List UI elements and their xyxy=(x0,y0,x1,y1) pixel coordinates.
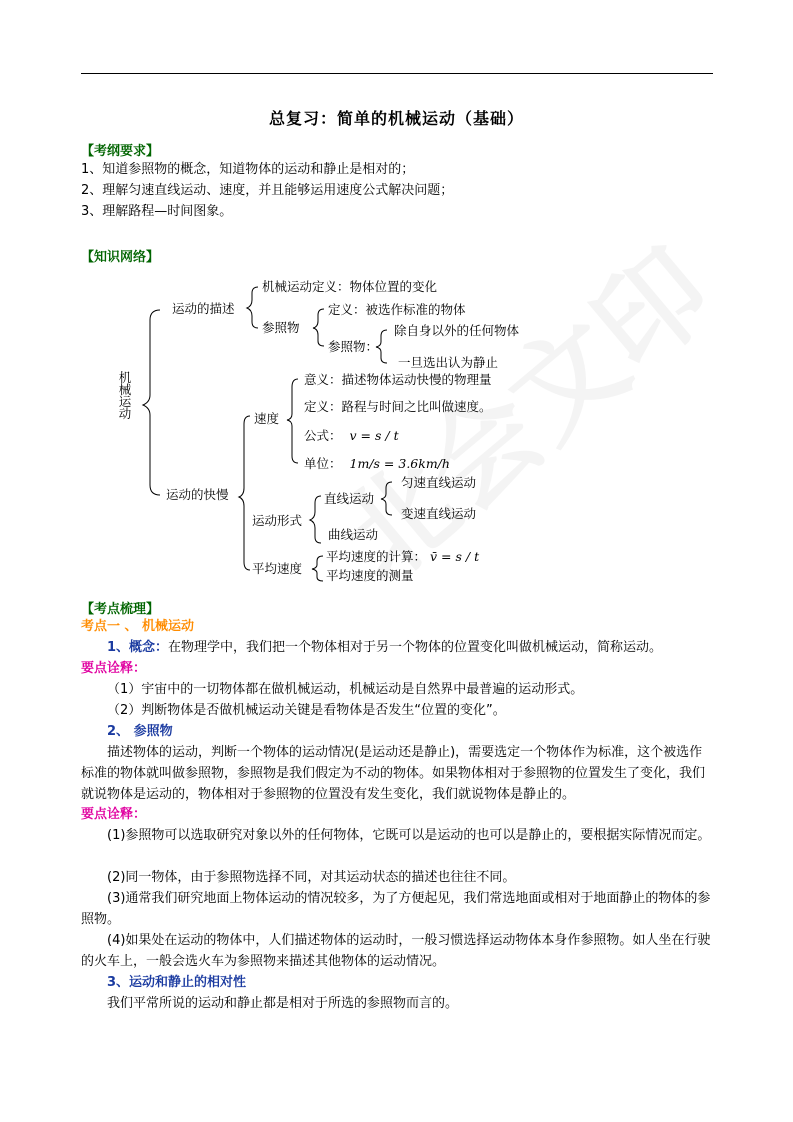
section-points: 【考点梳理】 xyxy=(81,602,160,617)
map-node-formula xyxy=(304,428,399,443)
map-node-ref-any: 除自身以外的任何物体 xyxy=(394,323,520,338)
relativity-heading: 3、运动和静止的相对性 xyxy=(107,975,247,990)
note-item: （1）宇宙中的一切物体都在做机械运动，机械运动是自然界中最普遍的运动形式。 xyxy=(107,682,584,697)
map-root: 机械运动 xyxy=(118,370,132,421)
map-node-form: 运动形式 xyxy=(252,513,303,528)
map-node-definition: 机械运动定义：物体位置的变化 xyxy=(262,279,438,294)
concept-line xyxy=(107,640,662,656)
map-node-straight: 直线运动 xyxy=(324,491,375,506)
requirement-item: 2、理解匀速直线运动、速度，并且能够运用速度公式解决问题； xyxy=(81,183,454,198)
note-item: （2）判断物体是否做机械运动关键是看物体是否发生“位置的变化”。 xyxy=(107,703,506,718)
map-node-meaning: 意义：描述物体运动快慢的物理量 xyxy=(304,372,492,387)
map-node-avg-measure: 平均速度的测量 xyxy=(326,568,414,583)
map-node-avg: 平均速度 xyxy=(252,561,303,576)
map-node-speed-group: 运动的快慢 xyxy=(166,487,229,502)
avg-calc-label: 平均速度的计算： xyxy=(326,549,427,564)
requirement-item: 1、知道参照物的概念，知道物体的运动和静止是相对的； xyxy=(81,162,415,177)
map-node-speed-def: 定义：路程与时间之比叫做速度。 xyxy=(304,399,492,414)
note-paragraph: (2)同一物体，由于参照物选择不同，对其运动状态的描述也往往不同。 xyxy=(107,870,516,885)
unit-label: 单位： xyxy=(304,456,342,471)
notes-label: 要点诠释： xyxy=(81,661,147,676)
ref-heading: 2、 参照物 xyxy=(107,724,173,739)
formula-label: 公式： xyxy=(304,428,342,443)
formula-value: v = s / t xyxy=(349,428,399,443)
note-paragraph: (3)通常我们研究地面上物体运动的情况较多，为了方便起见，我们常选地面或相对于地面静止的物体的参照物。 xyxy=(81,891,711,927)
requirement-item: 3、理解路程—时间图象。 xyxy=(81,204,233,219)
concept-label: 1、概念： xyxy=(107,640,169,655)
section-requirements: 【考纲要求】 xyxy=(81,144,160,159)
page-title: 总复习：简单的机械运动（基础） xyxy=(268,109,524,128)
map-node-ref-still: 一旦选出认为静止 xyxy=(398,355,499,370)
unit-value: 1m/s = 3.6km/h xyxy=(349,456,450,471)
map-node-variable: 变速直线运动 xyxy=(401,506,477,521)
notes-label: 要点诠释： xyxy=(81,807,147,822)
note-paragraph: (1)参照物可以选取研究对象以外的任何物体，它既可以是运动的也可以是静止的，要根据实际情况而定。 xyxy=(107,828,711,843)
section-network: 【知识网络】 xyxy=(81,250,160,265)
map-node-unit xyxy=(304,456,450,471)
concept-text: 在物理学中，我们把一个物体相对于另一个物体的位置变化叫做机械运动，简称运动。 xyxy=(168,640,663,655)
relativity-paragraph: 我们平常所说的运动和静止都是相对于所选的参照物而言的。 xyxy=(107,996,459,1011)
map-node-ref-def: 定义：被选作标准的物体 xyxy=(328,302,466,317)
map-node-speed: 速度 xyxy=(254,411,280,426)
map-node-ref-obj: 参照物： xyxy=(328,339,379,354)
map-node-avg-calc xyxy=(326,549,479,564)
map-node-uniform: 匀速直线运动 xyxy=(401,475,477,490)
map-node-reference: 参照物 xyxy=(262,320,300,335)
point1-heading: 考点一 、 机械运动 xyxy=(81,619,195,634)
note-paragraph: (4)如果处在运动的物体中，人们描述物体的运动时，一般习惯选择运动物体本身作参照物。如人坐在行驶的火车上，一般会选火车为参照物来描述其他物体的运动情况。 xyxy=(81,933,711,969)
ref-paragraph: 描述物体的运动，判断一个物体的运动情况(是运动还是静止)，需要选定一个物体作为标准，这个被选作标准的物体就叫做参照物，参照物是我们假定为不动的物体。如果物体相对于参照物的位置发生了变化，我们就说物体是运动的，物体相对于参照物的位置没有发生变化，我们就说物体是静止的。 xyxy=(81,745,706,802)
avg-formula: v̄ = s / t xyxy=(430,549,480,564)
map-node-curve: 曲线运动 xyxy=(328,527,379,542)
map-node-describe: 运动的描述 xyxy=(172,301,235,316)
